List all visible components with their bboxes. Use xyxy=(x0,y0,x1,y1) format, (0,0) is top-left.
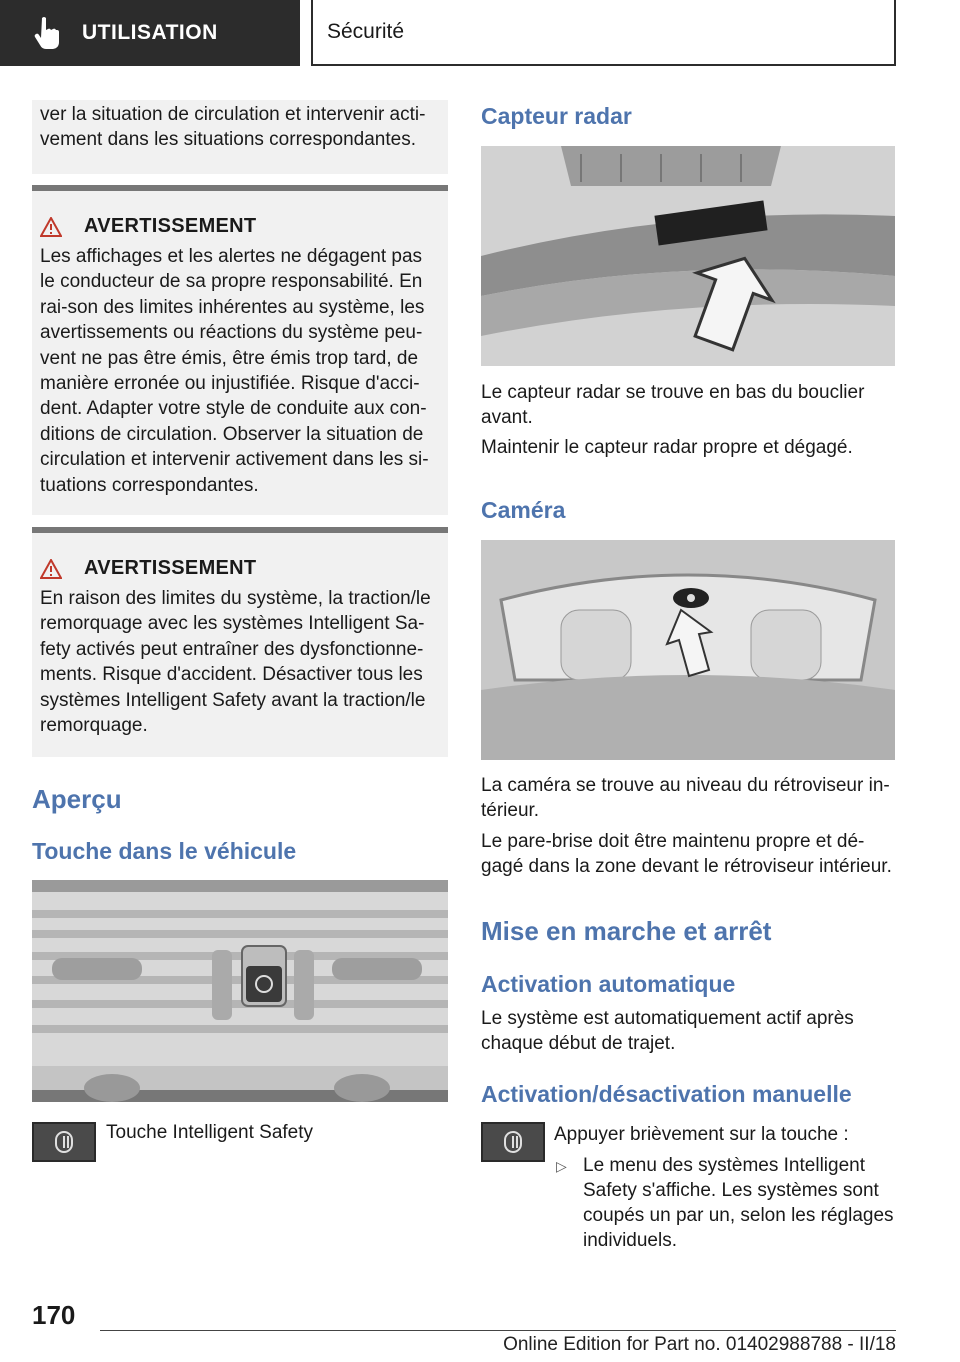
radar-sensor-photo xyxy=(481,146,895,366)
chapter-title: Sécurité xyxy=(327,20,405,43)
warning-title-1: AVERTISSEMENT xyxy=(40,215,448,238)
warning-body-1: Les affichages et les alertes ne dégagent pas le conducteur de sa propre responsabilité. En rai-son des limites inhérentes au système, les avertissements ou réactions du système peu-vent ne pas être émis, être émis trop tard, de manière erronée ou injustifiée. Risque d'acci-dent. Adapter votre style de conduite aux con-ditions de circulation. Observer la situation de circulation et intervenir activement dans les si-tuations correspondantes. xyxy=(40,246,429,496)
intelligent-safety-key-icon xyxy=(481,1122,545,1162)
hand-pointer-icon xyxy=(34,16,60,50)
intro-text: ver la situation de circulation et intervenir acti-vement dans les situations correspondantes. xyxy=(40,104,426,150)
button-photo xyxy=(32,880,448,1102)
section-title: UTILISATION xyxy=(82,21,218,44)
page-number: 170 xyxy=(32,1300,76,1330)
button-caption: Touche Intelligent Safety xyxy=(106,1122,314,1143)
warning-title-2: AVERTISSEMENT xyxy=(40,557,448,580)
auto-activation-text: Le système est automatiquement actif après chaque début de trajet. xyxy=(481,1008,854,1054)
triangle-bullet-icon: ▷ xyxy=(556,1158,567,1174)
header-section-tab xyxy=(0,0,300,66)
footer-divider xyxy=(100,1330,896,1331)
camera-text-2: Le pare-brise doit être maintenu propre et dé-gagé dans la zone devant le rétroviseur intérieur. xyxy=(481,831,892,877)
chapter-tab xyxy=(311,0,896,66)
warning-body-2: En raison des limites du système, la traction/le remorquage avec les systèmes Intelligent Sa-fety activés peut entraîner des dysfonctionne-ments. Risque d'accident. Désactiver tous les systèmes Intelligent Safety avant la traction/le remorquage. xyxy=(40,588,431,737)
heading-on-off: Mise en marche et arrêt xyxy=(481,916,772,946)
radar-text-1: Le capteur radar se trouve en bas du bouclier avant. xyxy=(481,382,865,428)
warning-triangle-icon xyxy=(40,559,62,579)
warning-triangle-icon xyxy=(40,217,62,237)
warning-box-1 xyxy=(32,185,448,515)
camera-text-1: La caméra se trouve au niveau du rétroviseur in-térieur. xyxy=(481,775,890,821)
heading-auto-activation: Activation automatique xyxy=(481,971,736,997)
footer-edition: Online Edition for Part no. 01402988788 - II/18 xyxy=(503,1334,896,1355)
heading-radar-sensor: Capteur radar xyxy=(481,103,632,129)
camera-photo xyxy=(481,540,895,760)
intro-note-box xyxy=(32,100,448,174)
warning-box-2 xyxy=(32,527,448,757)
heading-overview: Aperçu xyxy=(32,784,122,814)
heading-button-in-vehicle: Touche dans le véhicule xyxy=(32,838,297,864)
heading-manual-activation: Activation/désactivation manuelle xyxy=(481,1081,852,1107)
radar-text-2: Maintenir le capteur radar propre et dégagé. xyxy=(481,437,853,458)
heading-camera: Caméra xyxy=(481,497,566,523)
manual-activation-text: Appuyer brièvement sur la touche : xyxy=(554,1124,849,1145)
intelligent-safety-key-icon xyxy=(32,1122,96,1162)
bullet-text: Le menu des systèmes Intelligent Safety s'affiche. Les systèmes sont coupés un par un, selon les réglages individuels. xyxy=(583,1155,894,1251)
